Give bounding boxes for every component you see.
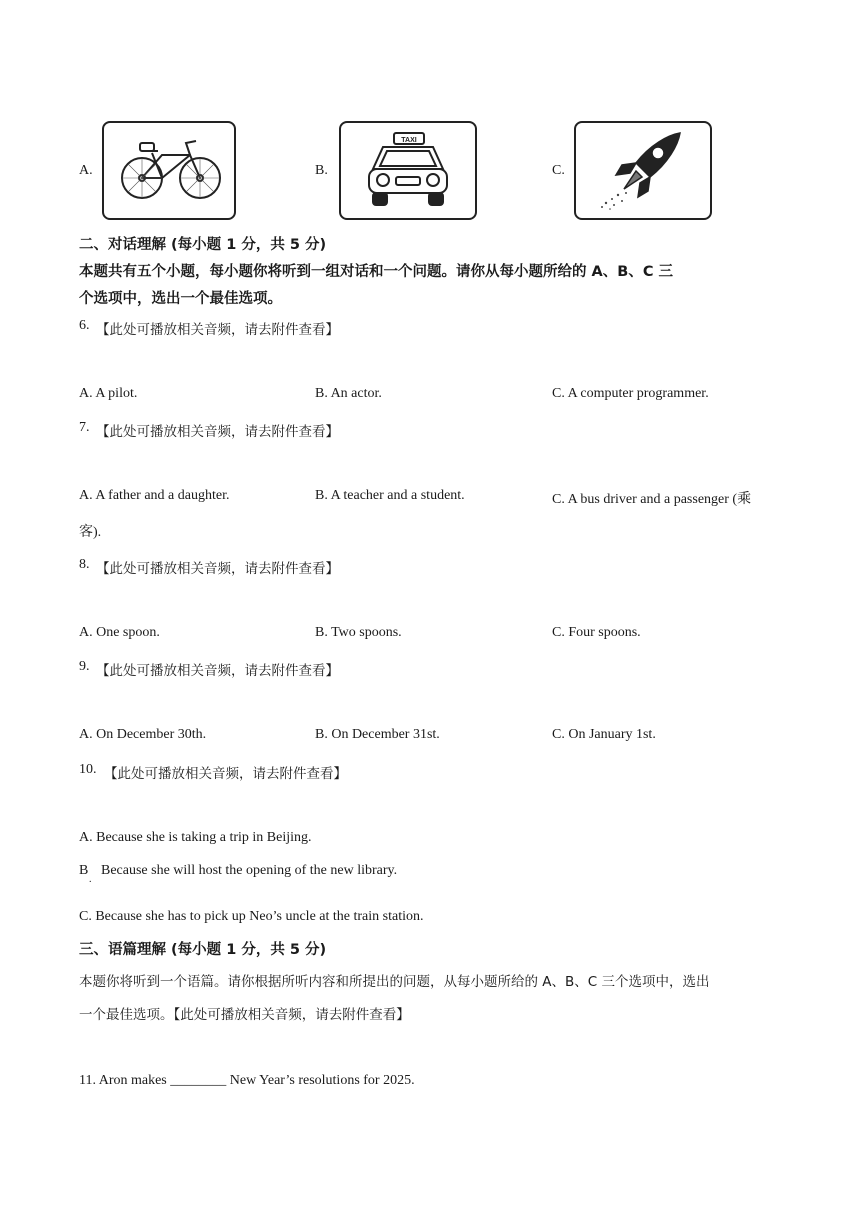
section2-instruction-line1: 本题共有五个小题，每小题你将听到一组对话和一个问题。请你从每小题所给的 A、B、C 三 [79,264,674,280]
question-7-option-b: B. A teacher and a student. [315,488,465,503]
question-10-option-b: Because she will host the opening of the new library. [101,863,398,878]
question-6-option-a: A. A pilot. [79,386,138,401]
rocket-icon [576,123,710,218]
question-11-prefix: 11. Aron makes [79,1073,167,1088]
taxi-picture [339,121,477,220]
question-9-option-a: A. On December 30th. [79,727,207,742]
question-9-option-b: B. On December 31st. [315,727,440,742]
question-10-option-b-letter: B [79,863,89,878]
taxi-icon [341,123,475,218]
question-10-number: 10. [79,762,97,777]
question-6-number: 6. [79,318,90,333]
section3-instruction-line1: 本题你将听到一个语篇。请你根据所听内容和所提出的问题，从每小题所给的 A、B、C 三个选项中，选出 [79,974,710,990]
rocket-picture [574,121,712,220]
question-11-blank: ________ [170,1073,227,1088]
question-10-audio-link[interactable]: 【此处可播放相关音频，请去附件查看】 [104,766,347,782]
question-7-option-c: C. A bus driver and a passenger (乘 [552,492,752,507]
section3-title: 三、语篇理解 (每小题 1 分，共 5 分) [79,942,327,958]
question-10-option-b-dot: . [89,874,92,885]
option-b-label: B. [315,163,328,178]
question-9-option-c: C. On January 1st. [552,727,656,742]
bicycle-icon [104,123,234,218]
question-6-option-c: C. A computer programmer. [552,386,709,401]
question-7-audio-link[interactable]: 【此处可播放相关音频，请去附件查看】 [96,424,339,440]
question-8-number: 8. [79,557,90,572]
section2-instruction-line2: 个选项中，选出一个最佳选项。 [79,291,282,307]
question-6-option-b: B. An actor. [315,386,382,401]
section2-title: 二、对话理解 (每小题 1 分，共 5 分) [79,237,327,253]
option-c-label: C. [552,163,565,178]
question-11-suffix: New Year’s resolutions for 2025. [229,1073,415,1088]
question-9-number: 9. [79,659,90,674]
question-7-number: 7. [79,420,90,435]
question-8-option-b: B. Two spoons. [315,625,402,640]
question-10-option-c: C. Because she has to pick up Neo’s uncle at the train station. [79,909,424,924]
question-9-audio-link[interactable]: 【此处可播放相关音频，请去附件查看】 [96,663,339,679]
question-7-option-c-continued: 客). [79,525,102,540]
question-8-option-c: C. Four spoons. [552,625,641,640]
question-7-option-a: A. A father and a daughter. [79,488,230,503]
bicycle-picture [102,121,236,220]
question-8-option-a: A. One spoon. [79,625,160,640]
question-8-audio-link[interactable]: 【此处可播放相关音频，请去附件查看】 [96,561,339,577]
question-10-option-a: A. Because she is taking a trip in Beijing. [79,830,312,845]
question-11 [79,1073,415,1089]
question-6-audio-link[interactable]: 【此处可播放相关音频，请去附件查看】 [96,322,339,338]
taxi-sign: TAXI [401,137,417,144]
option-a-label: A. [79,163,93,178]
section3-instruction-line2: 一个最佳选项。【此处可播放相关音频，请去附件查看】 [79,1007,410,1023]
